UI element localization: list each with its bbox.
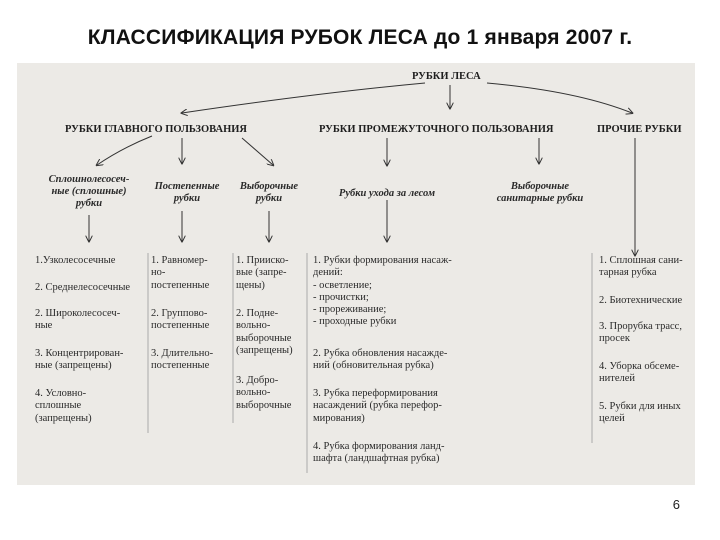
subgroup-clear: Сплошнолесосеч- ные (сплошные) рубки (48, 174, 130, 209)
subgroup-gradual: Постепенные рубки (154, 181, 220, 204)
list-item-selective-2: 2. Подне- вольно- выборочные (запрещены) (236, 308, 293, 356)
list-item-other-4: 4. Уборка обсеме- нителей (599, 361, 680, 385)
list-item-selective-3: 3. Добро- вольно- выборочные (236, 375, 292, 411)
group-intermediate: РУБКИ ПРОМЕЖУТОЧНОГО ПОЛЬЗОВАНИЯ (319, 124, 554, 135)
arrow-root-other (487, 83, 632, 113)
list-item-care-1: 1. Рубки формирования насаж- дений: - осветление; - прочистки; - прореживание; - проходные рубки (313, 255, 452, 328)
group-main: РУБКИ ГЛАВНОГО ПОЛЬЗОВАНИЯ (65, 124, 247, 135)
root-label: РУБКИ ЛЕСА (412, 71, 481, 82)
list-item-care-4: 4. Рубка формирования ланд- шафта (ландшафтная рубка) (313, 441, 445, 465)
list-item-other-2: 2. Биотехнические (599, 295, 683, 306)
list-item-other-3: 3. Прорубка трасс, просек (599, 321, 682, 345)
list-item-other-1: 1. Сплошная сани- тарная рубка (599, 255, 683, 279)
subgroup-selective: Выборочные рубки (239, 181, 299, 204)
list-item-gradual-2: 2. Группово- постепенные (151, 308, 210, 332)
page-title: КЛАССИФИКАЦИЯ РУБОК ЛЕСА до 1 января 2007 г. (87, 26, 633, 49)
list-item-gradual-3: 3. Длительно- постепенные (151, 348, 214, 372)
list-item-other-5: 5. Рубки для иных целей (599, 401, 681, 425)
list-item-care-3: 3. Рубка переформирования насаждений (рубка перефор- мирования) (313, 388, 442, 424)
arrow-root-main (182, 83, 425, 113)
list-item-clear-4: 3. Концентрирован- ные (запрещены) (35, 348, 124, 372)
subgroup-care: Рубки ухода за лесом (338, 188, 436, 199)
scheme-photo (17, 63, 695, 485)
page-number: 6 (672, 497, 680, 512)
list-item-clear-2: 2. Среднелесосечные (35, 282, 131, 293)
list-item-clear-1: 1.Узколесосечные (35, 255, 116, 266)
list-item-gradual-1: 1. Равномер- но- постепенные (151, 255, 210, 291)
list-item-care-2: 2. Рубка обновления насажде- ний (обновительная рубка) (313, 348, 448, 372)
list-item-clear-5: 4. Условно- сплошные (запрещены) (35, 388, 92, 424)
subgroup-sanitary: Выборочные санитарные рубки (496, 181, 584, 204)
list-item-clear-3: 2. Широколесосеч- ные (35, 308, 121, 332)
arrow-main-selective (242, 138, 273, 165)
arrow-main-clear (97, 136, 152, 165)
list-item-selective-1: 1. Прииско- вые (запре- щены) (236, 255, 289, 291)
group-other: ПРОЧИЕ РУБКИ (597, 124, 682, 135)
